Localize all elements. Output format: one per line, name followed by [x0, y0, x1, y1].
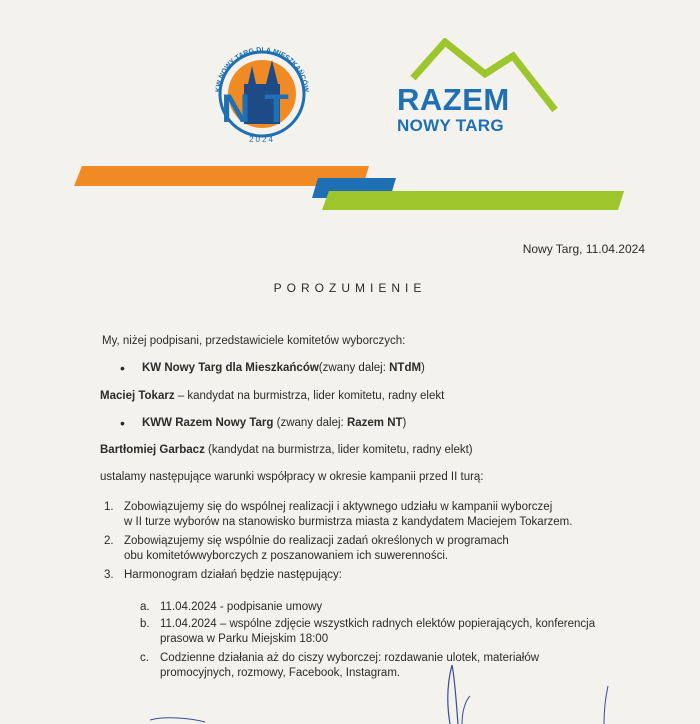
person1-name: Maciej Tokarz: [100, 390, 175, 402]
person2-name: Bartłomiej Garbacz: [100, 444, 205, 456]
person1-desc: – kandydat na burmistrza, lider komitetu, radny elekt: [174, 390, 445, 402]
list-item: [104, 534, 644, 564]
razem-logo-subtitle: NOWY TARG: [397, 116, 504, 135]
list-item-line: Zobowiązujemy się do wspólnej realizacji i aktywnego udziału w kampanii wyborczej: [124, 501, 553, 513]
logo-year: 2024: [249, 135, 275, 144]
sub-list-item-line: 11.04.2024 - podpisanie umowy: [160, 601, 323, 613]
signature-strokes: [0, 640, 700, 724]
sub-list-item-letter: c.: [140, 652, 149, 664]
list-item-line: obu komitetówwyborczych z poszanowaniem ich suwerenności.: [124, 549, 449, 562]
intro-text: My, niżej podpisani, przedstawiciele komitetów wyborczych:: [102, 335, 406, 347]
list-item-number: 3.: [104, 569, 114, 581]
list-item-line: Zobowiązujemy się wspólnie do realizacji zadań określonych w programach: [124, 535, 509, 547]
committee2-end: ): [402, 417, 407, 429]
committee1-name: KW Nowy Targ dla Mieszkańców: [142, 362, 319, 374]
decorative-stripes: [72, 160, 632, 214]
document-date: Nowy Targ, 11.04.2024: [522, 242, 645, 256]
sub-list-item-letter: a.: [140, 601, 150, 613]
logo-ring-text: KW NOWY TARG DLA MIESZKAŃCÓW: [214, 46, 310, 93]
person2-line: [100, 443, 473, 458]
committee1-short: NTdM: [389, 362, 422, 374]
razem-logo-title: RAZEM: [397, 82, 510, 117]
list-item-line: Harmonogram działań będzie następujący:: [124, 569, 342, 581]
committee2-mid: (zwany dalej:: [273, 417, 347, 429]
sub-list-item: [140, 600, 630, 615]
person1-line: [100, 389, 444, 404]
nt-logo: [192, 36, 332, 146]
sub-list-item-line: 11.04.2024 – wspólne zdjęcie wszystkich radnych elektów popierających, konferencja: [160, 618, 596, 630]
document-heading: POROZUMIENIE: [273, 281, 427, 295]
committee2-name: KWW Razem Nowy Targ: [142, 417, 274, 429]
list-item: [104, 568, 644, 583]
list-item-line: w II turze wyborów na stanowisko burmistrza miasta z kandydatem Maciejem Tokarzem.: [124, 515, 573, 528]
sub-list-item-letter: b.: [140, 618, 150, 630]
sub-list-item-line: promocyjnych, rozmowy, Facebook, Instagram.: [160, 666, 401, 679]
list-item-number: 2.: [104, 535, 114, 547]
committee2-item: [142, 416, 406, 431]
list-item: [104, 500, 644, 530]
committee1-item: [142, 361, 425, 376]
committee1-end: ): [421, 362, 425, 374]
committee2-short: Razem NT: [346, 417, 403, 429]
list-item-number: 1.: [104, 501, 114, 513]
sub-list-item-line: Codzienne działania aż do ciszy wyborczej: rozdawanie ulotek, materiałów: [160, 652, 540, 664]
sub-list-item-line: prasowa w Parku Miejskim 18:00: [160, 632, 329, 645]
committee1-mid: (zwany dalej:: [318, 362, 390, 374]
logo-letters: NT: [221, 87, 303, 131]
conditions-intro: ustalamy następujące warunki współpracy w okresie kampanii przed II turą:: [100, 471, 484, 483]
person2-desc: (kandydat na burmistrza, lider komitetu, radny elekt): [204, 444, 473, 456]
